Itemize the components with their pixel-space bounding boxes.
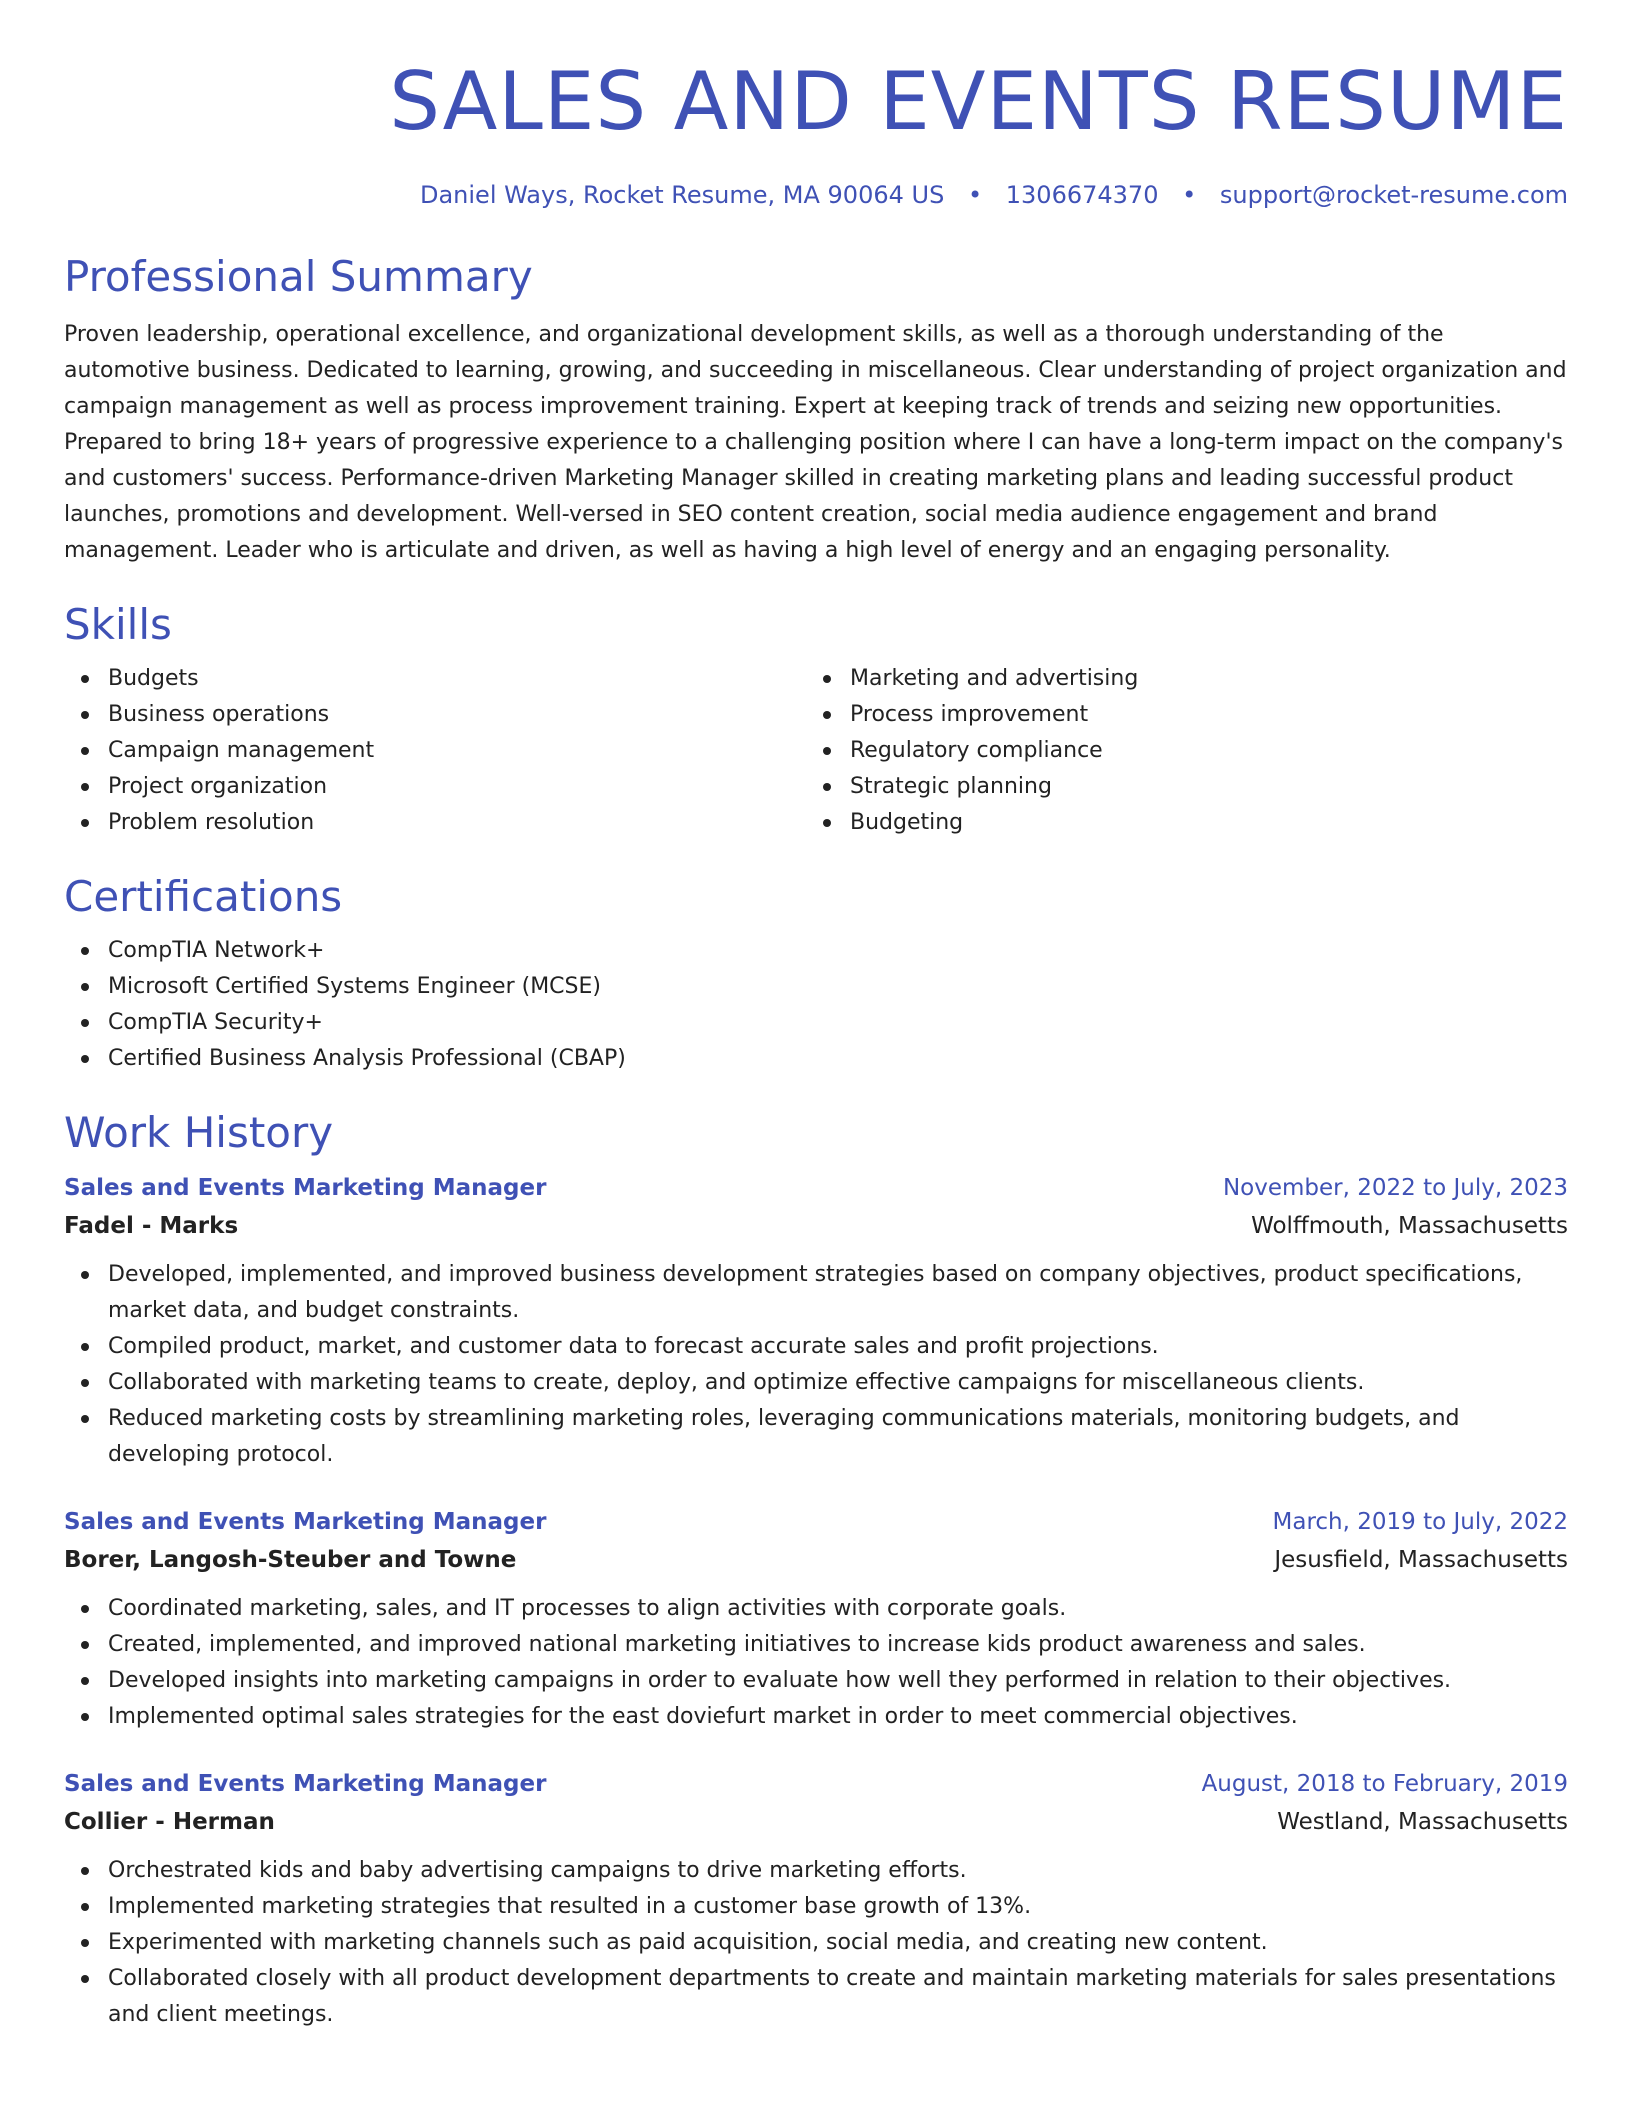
skill-item: Campaign management bbox=[64, 733, 806, 769]
job-bullet: Orchestrated kids and baby advertising campaigns to drive marketing efforts. bbox=[64, 1853, 1568, 1889]
job-bullet: Implemented optimal sales strategies for the east doviefurt market in order to meet commercial objectives. bbox=[64, 1699, 1568, 1735]
skills-list-left bbox=[64, 661, 806, 841]
job-bullet: Coordinated marketing, sales, and IT processes to align activities with corporate goals. bbox=[64, 1591, 1568, 1627]
certification-item: Microsoft Certified Systems Engineer (MCSE) bbox=[64, 969, 1568, 1005]
certifications-heading: Certifications bbox=[64, 872, 343, 921]
job-bullet: Developed, implemented, and improved business development strategies based on company objectives, product specifications, market data, and budget constraints. bbox=[64, 1257, 1568, 1329]
skills-heading: Skills bbox=[64, 600, 172, 649]
job-subheader bbox=[64, 1803, 1568, 1841]
job-bullet: Reduced marketing costs by streamlining marketing roles, leveraging communications materials, monitoring budgets, and developing protocol. bbox=[64, 1401, 1568, 1473]
job-dates: March, 2019 to July, 2022 bbox=[1272, 1509, 1568, 1535]
skill-item: Regulatory compliance bbox=[806, 733, 1548, 769]
job-company: Borer, Langosh-Steuber and Towne bbox=[64, 1547, 517, 1573]
job-bullet: Collaborated closely with all product development departments to create and maintain marketing materials for sales presentations and client meetings. bbox=[64, 1961, 1568, 2033]
skill-item: Problem resolution bbox=[64, 805, 806, 841]
job-entry bbox=[64, 1169, 1568, 1473]
contact-email[interactable]: support@rocket-resume.com bbox=[1219, 181, 1568, 209]
job-header bbox=[64, 1169, 1568, 1207]
contact-line bbox=[64, 180, 1568, 210]
job-location: Wolffmouth, Massachusetts bbox=[1251, 1213, 1568, 1239]
job-bullet: Created, implemented, and improved national marketing initiatives to increase kids product awareness and sales. bbox=[64, 1627, 1568, 1663]
skill-item: Business operations bbox=[64, 697, 806, 733]
job-title: Sales and Events Marketing Manager bbox=[64, 1771, 547, 1797]
certification-item: CompTIA Network+ bbox=[64, 933, 1568, 969]
job-header bbox=[64, 1503, 1568, 1541]
job-bullet: Compiled product, market, and customer data to forecast accurate sales and profit projections. bbox=[64, 1329, 1568, 1365]
skill-item: Process improvement bbox=[806, 697, 1548, 733]
job-dates: August, 2018 to February, 2019 bbox=[1201, 1771, 1568, 1797]
contact-phone[interactable]: 1306674370 bbox=[1005, 181, 1159, 209]
skill-item: Project organization bbox=[64, 769, 806, 805]
job-bullet: Implemented marketing strategies that resulted in a customer base growth of 13%. bbox=[64, 1889, 1568, 1925]
job-bullet: Collaborated with marketing teams to create, deploy, and optimize effective campaigns for miscellaneous clients. bbox=[64, 1365, 1568, 1401]
contact-separator: • bbox=[1182, 181, 1197, 209]
skills-section bbox=[64, 599, 1568, 841]
job-company: Fadel - Marks bbox=[64, 1213, 239, 1239]
job-company: Collier - Herman bbox=[64, 1809, 275, 1835]
work-history-section bbox=[64, 1107, 1568, 2033]
job-location: Westland, Massachusetts bbox=[1277, 1809, 1568, 1835]
job-bullets bbox=[64, 1591, 1568, 1735]
job-bullet: Developed insights into marketing campaigns in order to evaluate how well they performed in relation to their objectives. bbox=[64, 1663, 1568, 1699]
skill-item: Marketing and advertising bbox=[806, 661, 1548, 697]
job-bullets bbox=[64, 1853, 1568, 2033]
job-header bbox=[64, 1765, 1568, 1803]
work-history-heading: Work History bbox=[64, 1108, 334, 1157]
job-location: Jesusfield, Massachusetts bbox=[1274, 1547, 1568, 1573]
skill-item: Strategic planning bbox=[806, 769, 1548, 805]
summary-heading: Professional Summary bbox=[64, 252, 533, 301]
contact-separator: • bbox=[967, 181, 983, 209]
job-entry bbox=[64, 1503, 1568, 1735]
job-title: Sales and Events Marketing Manager bbox=[64, 1509, 547, 1535]
summary-text: Proven leadership, operational excellence, and organizational development skills, as well as a thorough understanding of the automotive business. Dedicated to learning, growing, and succeeding in miscellaneous. Clear understanding of project organization and campaign management as well as process improvement training. Expert at keeping track of trends and seizing new opportunities. Prepared to bring 18+ years of progressive experience to a challenging position where I can have a long-term impact on the company's and customers' success. Performance-driven Marketing Manager skilled in creating marketing plans and leading successful product launches, promotions and development. Well-versed in SEO content creation, social media audience engagement and brand management. Leader who is articulate and driven, as well as having a high level of energy and an engaging personality. bbox=[64, 322, 1567, 563]
resume-title: SALES AND EVENTS RESUME bbox=[389, 55, 1568, 148]
job-title: Sales and Events Marketing Manager bbox=[64, 1175, 547, 1201]
certifications-list bbox=[64, 933, 1568, 1077]
job-bullet: Experimented with marketing channels such as paid acquisition, social media, and creating new content. bbox=[64, 1925, 1568, 1961]
skills-grid bbox=[64, 661, 1568, 841]
skill-item: Budgeting bbox=[806, 805, 1548, 841]
job-subheader bbox=[64, 1541, 1568, 1579]
job-subheader bbox=[64, 1207, 1568, 1245]
job-entry bbox=[64, 1765, 1568, 2033]
skill-item: Budgets bbox=[64, 661, 806, 697]
job-dates: November, 2022 to July, 2023 bbox=[1222, 1175, 1568, 1201]
certification-item: Certified Business Analysis Professional (CBAP) bbox=[64, 1041, 1568, 1077]
contact-address: Daniel Ways, Rocket Resume, MA 90064 US bbox=[419, 181, 945, 209]
skills-list-right bbox=[806, 661, 1548, 841]
summary-section bbox=[64, 251, 1568, 569]
certifications-section bbox=[64, 871, 1568, 1077]
job-bullets bbox=[64, 1257, 1568, 1473]
certification-item: CompTIA Security+ bbox=[64, 1005, 1568, 1041]
